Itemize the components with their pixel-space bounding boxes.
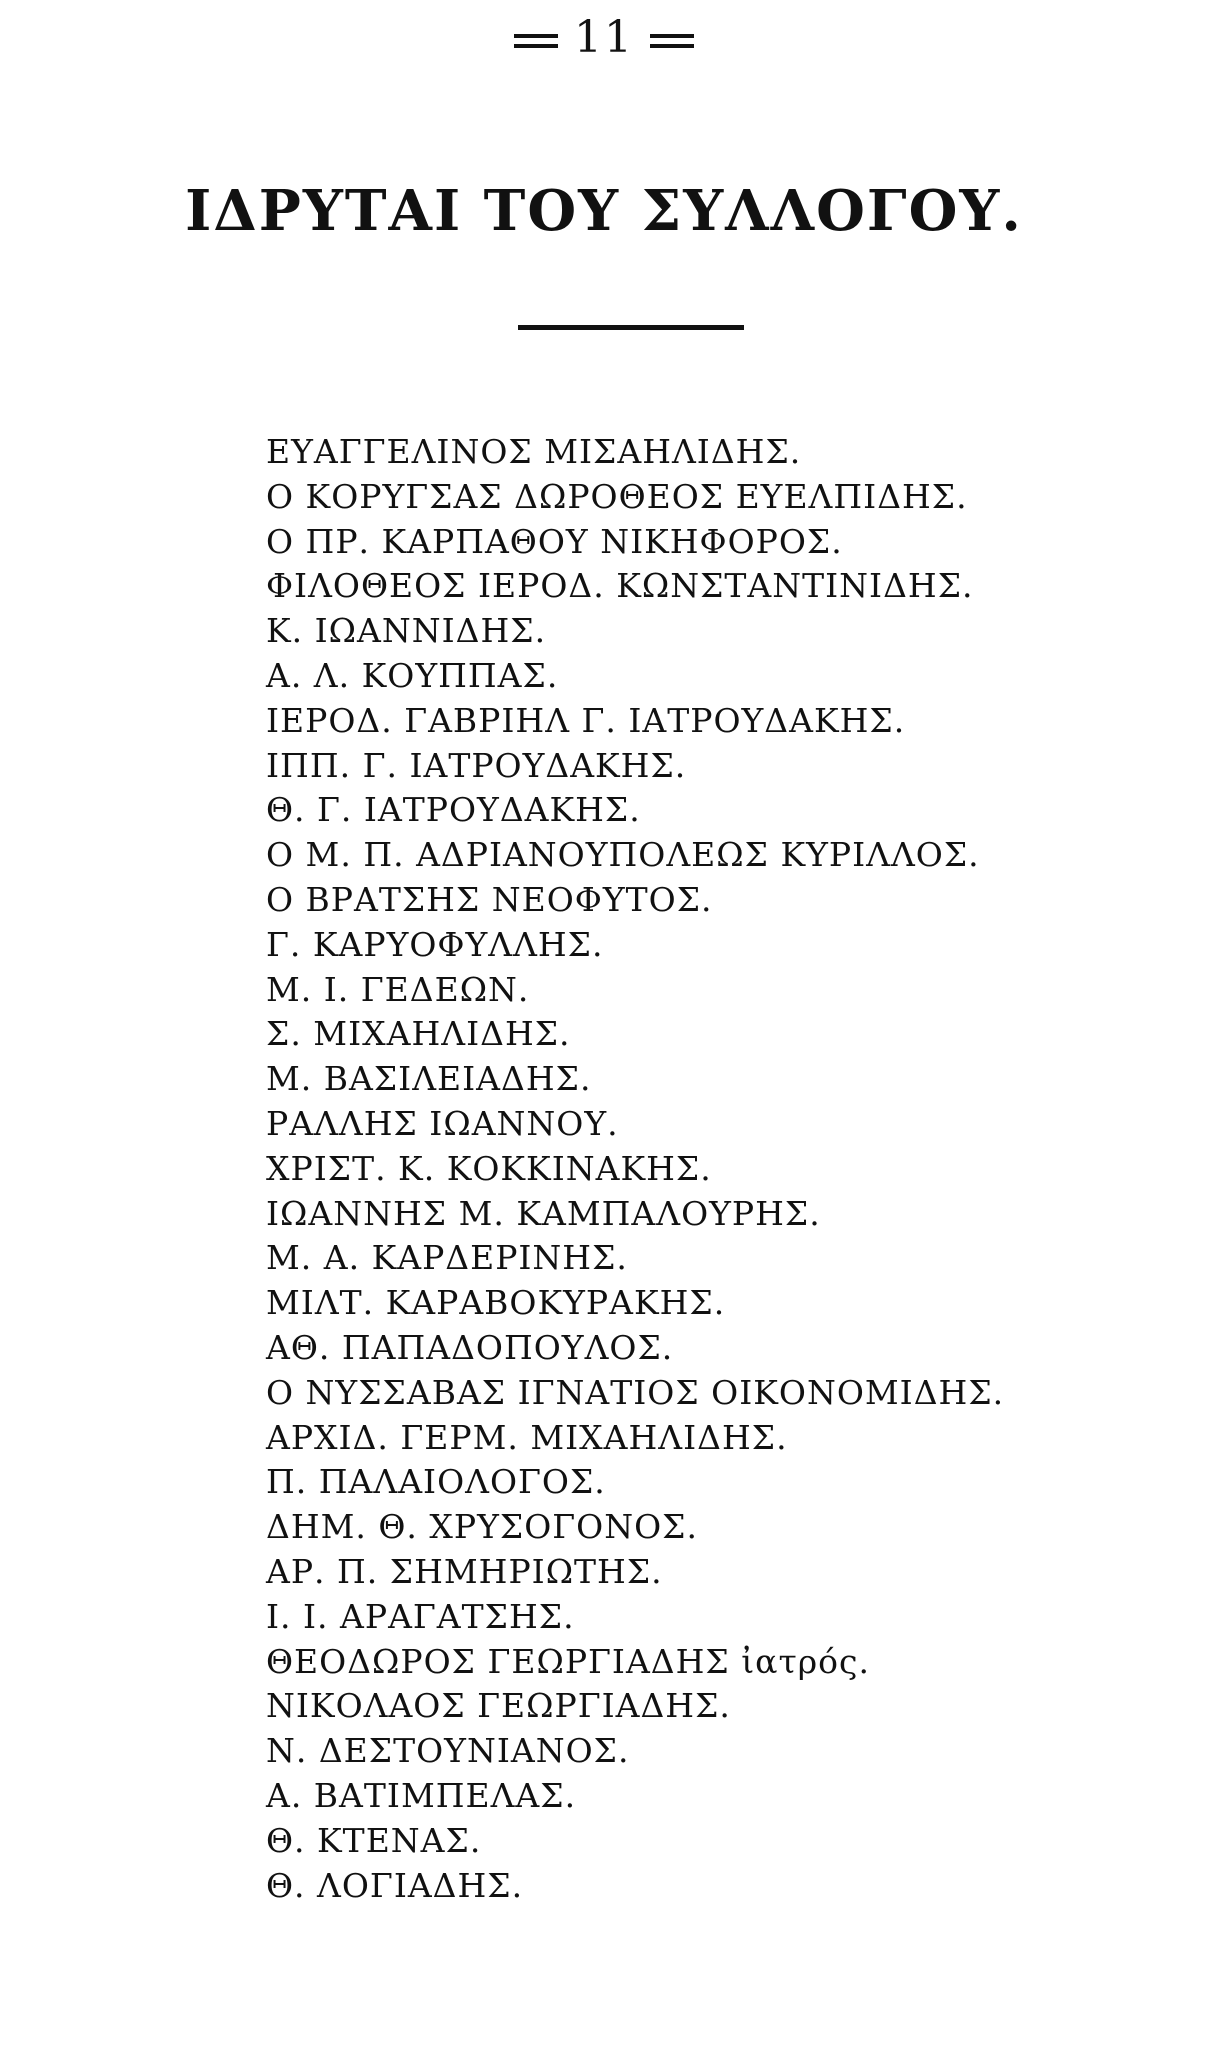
- founder-name: Α. ΒΑΤΙΜΠΕΛΑΣ.: [266, 1775, 577, 1815]
- founder-name: Θ. Γ. ΙΑΤΡΟΥΔΑΚΗΣ.: [266, 790, 641, 830]
- founder-name: Ι. Ι. ΑΡΑΓΑΤΣΗΣ.: [266, 1596, 575, 1636]
- founder-name: Ο Μ. Π. ΑΔΡΙΑΝΟΥΠΟΛΕΩΣ ΚΥΡΙΛΛΟΣ.: [266, 835, 980, 875]
- founder-name: ΔΗΜ. Θ. ΧΡΥΣΟΓΟΝΟΣ.: [266, 1507, 698, 1547]
- founder-name: ΦΙΛΟΘΕΟΣ ΙΕΡΟΔ. ΚΩΝΣΤΑΝΤΙΝΙΔΗΣ.: [266, 566, 974, 606]
- founder-name: ΑΡΧΙΔ. ΓΕΡΜ. ΜΙΧΑΗΛΙΔΗΣ.: [266, 1417, 788, 1457]
- founder-name: ΑΘ. ΠΑΠΑΔΟΠΟΥΛΟΣ.: [266, 1327, 674, 1367]
- founder-name: Μ. Ι. ΓΕΔΕΩΝ.: [266, 969, 530, 1009]
- founder-name: Α. Λ. ΚΟΥΠΠΑΣ.: [266, 655, 559, 695]
- founder-name: ΡΑΛΛΗΣ ΙΩΑΝΝΟΥ.: [266, 1103, 619, 1143]
- founders-list: [266, 430, 1004, 1908]
- founder-name: Μ. ΒΑΣΙΛΕΙΑΔΗΣ.: [266, 1059, 592, 1099]
- founder-name: Π. ΠΑΛΑΙΟΛΟΓΟΣ.: [266, 1462, 606, 1502]
- founder-name: Ο ΠΡ. ΚΑΡΠΑΘΟΥ ΝΙΚΗΦΟΡΟΣ.: [266, 521, 843, 561]
- page-number: 11: [574, 12, 634, 63]
- founder-name: Γ. ΚΑΡΥΟΦΥΛΛΗΣ.: [266, 924, 604, 964]
- founder-name: ΙΕΡΟΔ. ΓΑΒΡΙΗΛ Γ. ΙΑΤΡΟΥΔΑΚΗΣ.: [266, 700, 906, 740]
- founder-name: Κ. ΙΩΑΝΝΙΔΗΣ.: [266, 611, 547, 651]
- right-double-rule: [650, 34, 694, 48]
- founder-name: Ο ΒΡΑΤΣΗΣ ΝΕΟΦΥΤΟΣ.: [266, 879, 713, 919]
- founder-name: Ο ΚΟΡΥΓΣΑΣ ΔΩΡΟΘΕΟΣ ΕΥΕΛΠΙΔΗΣ.: [266, 476, 968, 516]
- founder-name: ΙΠΠ. Γ. ΙΑΤΡΟΥΔΑΚΗΣ.: [266, 745, 687, 785]
- founder-name: ΜΙΛΤ. ΚΑΡΑΒΟΚΥΡΑΚΗΣ.: [266, 1283, 726, 1323]
- page-title: ΙΔΡΥΤΑΙ ΤΟΥ ΣΥΛΛΟΓΟΥ.: [185, 178, 1023, 244]
- title-divider: [518, 325, 744, 330]
- founder-name: ΧΡΙΣΤ. Κ. ΚΟΚΚΙΝΑΚΗΣ.: [266, 1148, 712, 1188]
- left-double-rule: [514, 34, 558, 48]
- founder-name: Σ. ΜΙΧΑΗΛΙΔΗΣ.: [266, 1014, 571, 1054]
- founder-name: Ο ΝΥΣΣΑΒΑΣ ΙΓΝΑΤΙΟΣ ΟΙΚΟΝΟΜΙΔΗΣ.: [266, 1372, 1005, 1412]
- founder-name: ΑΡ. Π. ΣΗΜΗΡΙΩΤΗΣ.: [266, 1551, 663, 1591]
- founder-name: Θ. ΛΟΓΙΑΔΗΣ.: [266, 1865, 524, 1905]
- founder-name: Ν. ΔΕΣΤΟΥΝΙΑΝΟΣ.: [266, 1731, 630, 1771]
- founder-name: ΘΕΟΔΩΡΟΣ ΓΕΩΡΓΙΑΔΗΣ ἰατρός.: [266, 1641, 870, 1681]
- founder-name: ΙΩΑΝΝΗΣ Μ. ΚΑΜΠΑΛΟΥΡΗΣ.: [266, 1193, 821, 1233]
- founder-name: ΕΥΑΓΓΕΛΙΝΟΣ ΜΙΣΑΗΛΙΔΗΣ.: [266, 432, 802, 471]
- founder-name: ΝΙΚΟΛΑΟΣ ΓΕΩΡΓΙΑΔΗΣ.: [266, 1686, 731, 1726]
- page-number-header: [0, 12, 1208, 63]
- founder-name: Θ. ΚΤΕΝΑΣ.: [266, 1820, 482, 1860]
- founder-name: Μ. Α. ΚΑΡΔΕΡΙΝΗΣ.: [266, 1238, 628, 1278]
